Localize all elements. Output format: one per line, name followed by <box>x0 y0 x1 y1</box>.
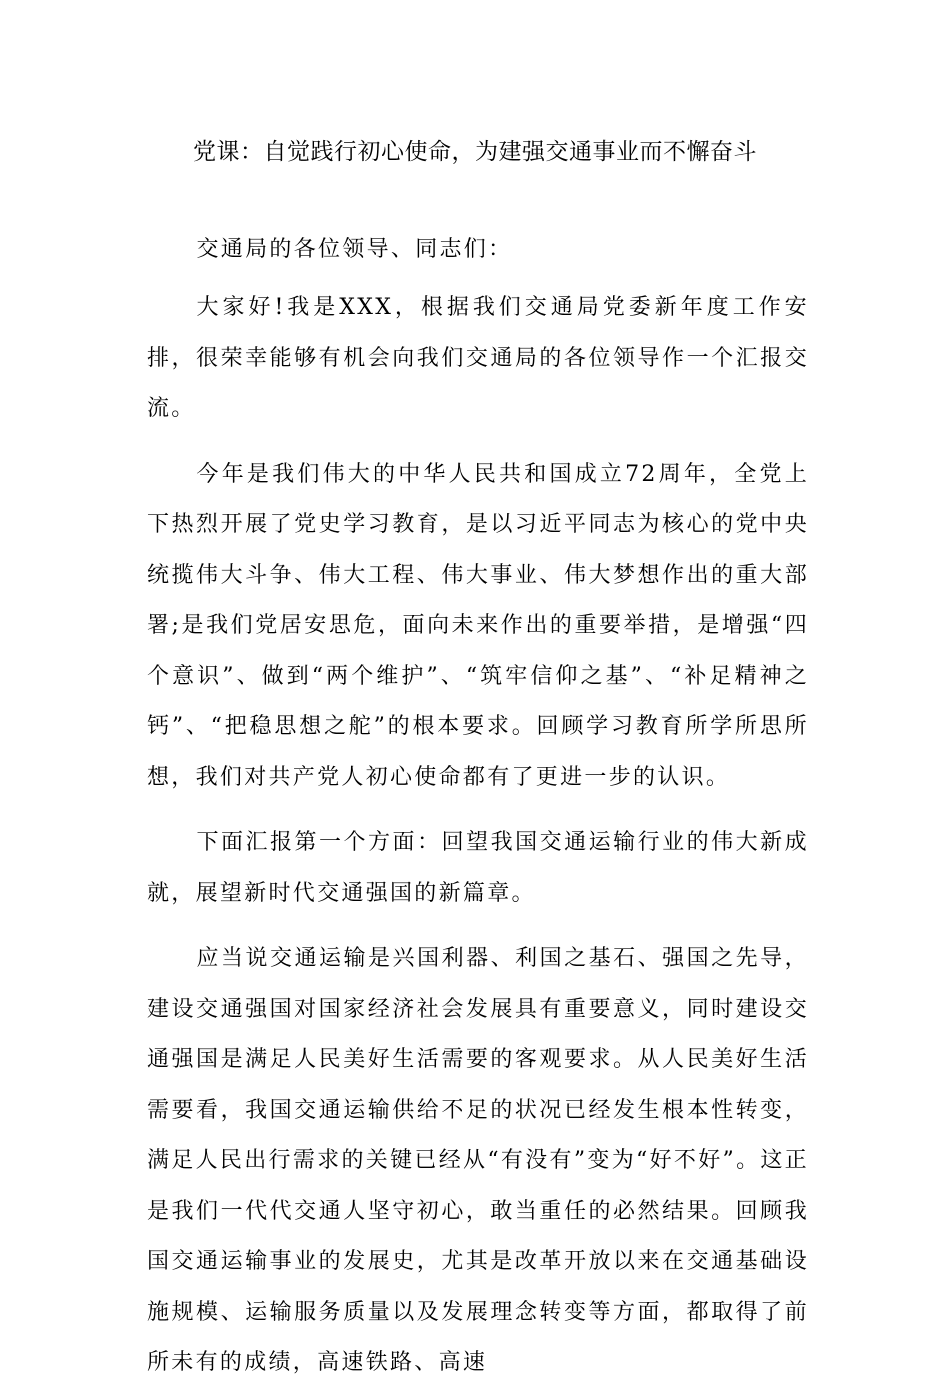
paragraph-intro: 大家好!我是XXX，根据我们交通局党委新年度工作安排，很荣幸能够有机会向我们交通局的各位领导作一个汇报交流。 <box>147 295 809 421</box>
document-title: 党课：自觉践行初心使命，为建强交通事业而不懈奋斗 <box>193 139 757 165</box>
paragraph-transport-power: 应当说交通运输是兴国利器、利国之基石、强国之先导，建设交通强国对国家经济社会发展具有重要意义，同时建设交通强国是满足人民美好生活需要的客观要求。从人民美好生活需要看，我国交通运输供给不足的状况已经发生根本性转变，满足人民出行需求的关键已经从“有没有”变为“好不好”。这正是我们一代代交通人坚守初心，敢当重任的必然结果。回顾我国交通运输事业的发展史，尤其是改革开放以来在交通基础设施规模、运输服务质量以及发展理念转变等方面，都取得了前所未有的成绩，高速铁路、高速 <box>147 946 809 1375</box>
paragraph-first-aspect: 下面汇报第一个方面：回望我国交通运输行业的伟大新成就，展望新时代交通强国的新篇章。 <box>147 830 809 906</box>
paragraph-anniversary: 今年是我们伟大的中华人民共和国成立72周年，全党上下热烈开展了党史学习教育，是以习近平同志为核心的党中央统揽伟大斗争、伟大工程、伟大事业、伟大梦想作出的重大部署;是我们党居安思危，面向未来作出的重要举措，是增强“四个意识”、做到“两个维护”、“筑牢信仰之基”、“补足精神之钙”、“把稳思想之舵”的根本要求。回顾学习教育所学所思所想，我们对共产党人初心使命都有了更进一步的认识。 <box>147 461 809 790</box>
greeting-line: 交通局的各位领导、同志们： <box>196 237 513 262</box>
document-body <box>147 232 809 1389</box>
